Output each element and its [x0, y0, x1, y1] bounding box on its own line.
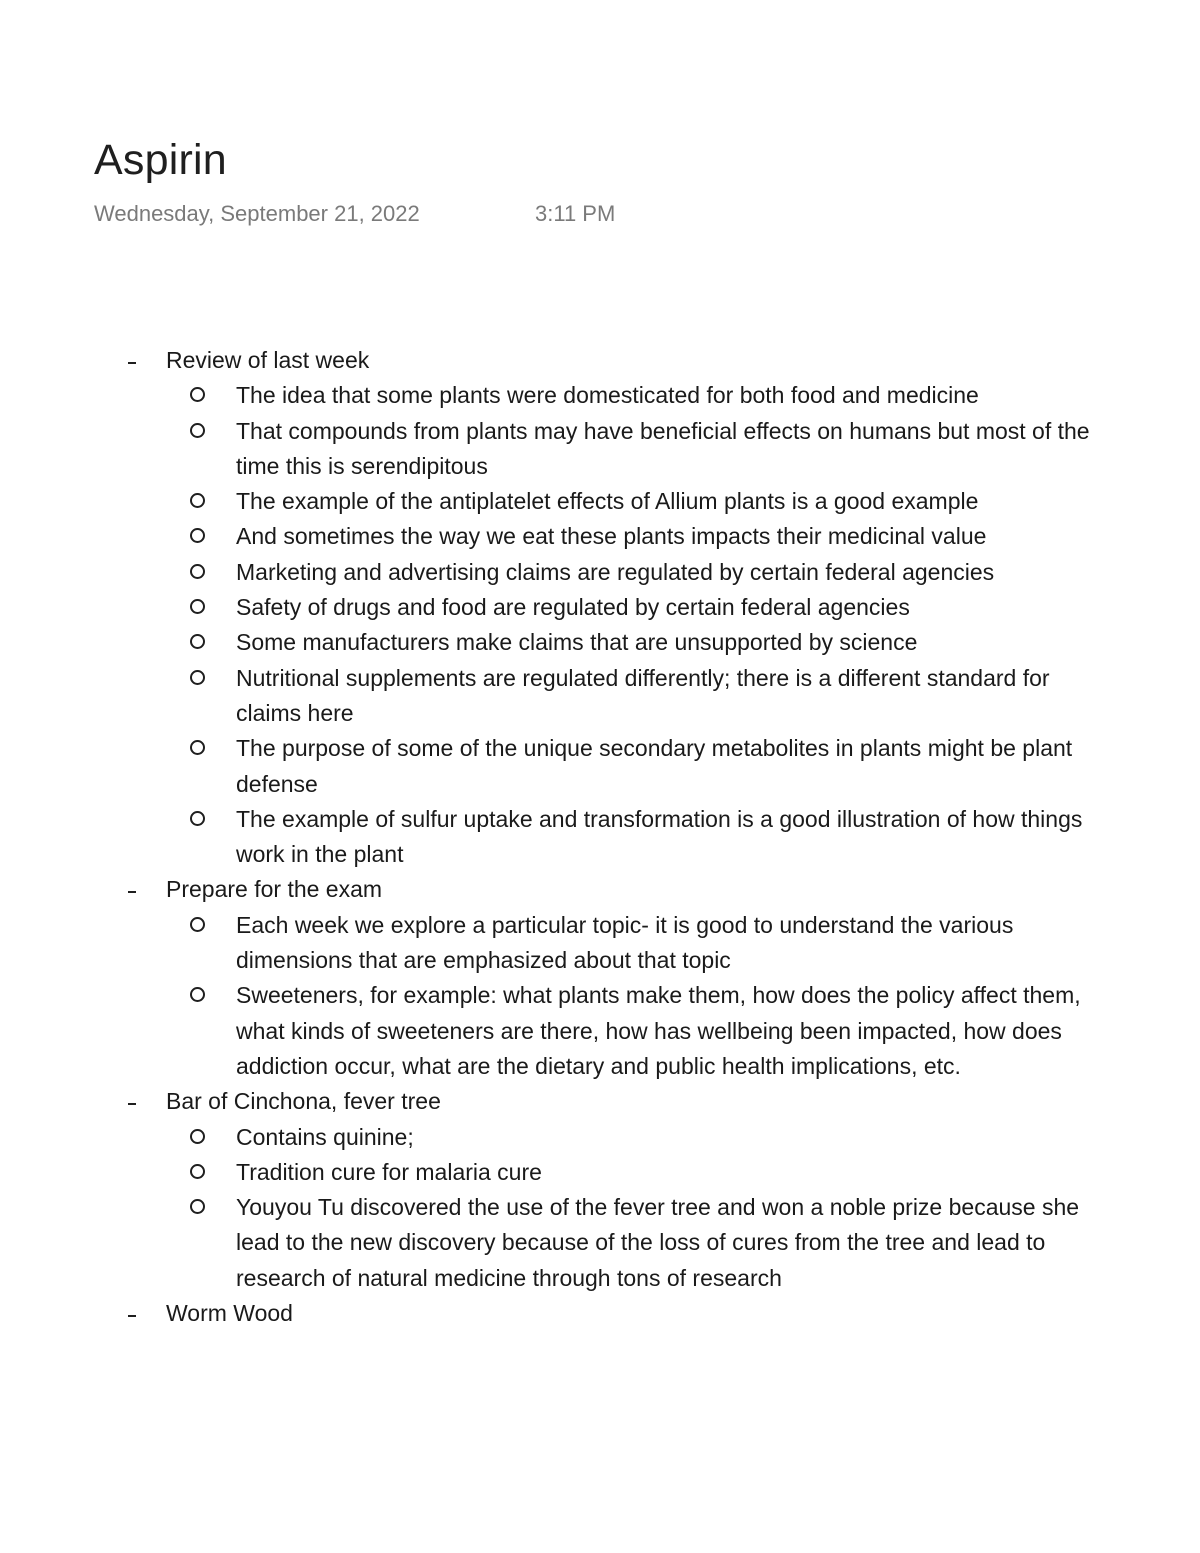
- sub-outline-item: [0, 731, 1104, 802]
- sub-outline-item: [0, 414, 1104, 485]
- outline-item: [0, 343, 1200, 872]
- circle-bullet-icon: [190, 1129, 205, 1144]
- dash-bullet-icon: [128, 1103, 136, 1105]
- outline-item-text: Bar of Cinchona, fever tree: [166, 1088, 441, 1115]
- circle-bullet-icon: [190, 599, 205, 614]
- page-title: Aspirin: [94, 136, 227, 184]
- sub-outline-item-text: Marketing and advertising claims are regulated by certain federal agencies: [236, 558, 995, 585]
- sub-outline-item: [0, 908, 1104, 979]
- sub-outline-item: [0, 590, 1104, 625]
- outline-item-text: Review of last week: [166, 347, 370, 373]
- sub-outline-item: [0, 1190, 1104, 1296]
- dash-bullet-icon: [128, 362, 136, 364]
- sub-outline-item: [0, 378, 1104, 413]
- sub-outline-item-text: And sometimes the way we eat these plants impacts their medicinal value: [236, 523, 987, 550]
- sub-outline-item: [0, 661, 1104, 732]
- sub-outline-item-text: Nutritional supplements are regulated differently; there is a different standard for claims here: [236, 664, 1050, 726]
- notes-outline: [0, 343, 1200, 1331]
- sub-outline-item-text: Sweeteners, for example: what plants make them, how does the policy affect them, what kinds of sweeteners are there, how has wellbeing been impacted, how does addiction occur, what are the dietary and public health implications, etc.: [236, 982, 1081, 1079]
- circle-bullet-icon: [190, 1164, 205, 1179]
- sub-outline-item: [0, 519, 1104, 554]
- sub-outline-item-text: The purpose of some of the unique secondary metabolites in plants might be plant defense: [236, 735, 1073, 797]
- outline-item: [0, 1296, 1200, 1331]
- sub-outline-item-text: Contains quinine;: [236, 1123, 414, 1150]
- dash-bullet-icon: [128, 891, 136, 893]
- outline-item: [0, 872, 1200, 1084]
- outline-item: [0, 1084, 1200, 1296]
- circle-bullet-icon: [190, 634, 205, 649]
- circle-bullet-icon: [190, 493, 205, 508]
- circle-bullet-icon: [190, 740, 205, 755]
- sub-outline-item: [0, 484, 1104, 519]
- sub-outline-item: [0, 1155, 1104, 1190]
- sub-outline-item-text: Tradition cure for malaria cure: [236, 1158, 542, 1185]
- circle-bullet-icon: [190, 1199, 205, 1214]
- sub-outline-item: [0, 978, 1104, 1084]
- page-time: 3:11 PM: [535, 201, 616, 226]
- sub-outline-item: [0, 1120, 1104, 1155]
- outline-item-text: Worm Wood: [166, 1300, 293, 1327]
- sub-outline-item-text: Each week we explore a particular topic- it is good to understand the various dimensions that are emphasized about that topic: [236, 911, 1014, 974]
- sub-outline-item-text: Youyou Tu discovered the use of the fever tree and won a noble prize because she lead to the new discovery because of the loss of cures from the tree and lead to research of natural medicine through tons of research: [236, 1194, 1080, 1291]
- sub-outline-item-text: That compounds from plants may have beneficial effects on humans but most of the time this is serendipitous: [236, 417, 1090, 479]
- sub-outline-item: [0, 555, 1104, 590]
- sub-outline-item-text: The example of sulfur uptake and transformation is a good illustration of how things work in the plant: [236, 805, 1083, 868]
- sub-outline-item-text: Some manufacturers make claims that are unsupported by science: [236, 629, 918, 656]
- circle-bullet-icon: [190, 811, 205, 826]
- circle-bullet-icon: [190, 423, 205, 438]
- sub-outline: [166, 908, 1200, 1084]
- circle-bullet-icon: [190, 387, 205, 402]
- circle-bullet-icon: [190, 670, 205, 685]
- sub-outline-item-text: Safety of drugs and food are regulated by certain federal agencies: [236, 594, 910, 621]
- sub-outline-item-text: The idea that some plants were domesticated for both food and medicine: [236, 382, 979, 409]
- circle-bullet-icon: [190, 917, 205, 932]
- page-metadata: [94, 200, 616, 228]
- outline-item-text: Prepare for the exam: [166, 876, 383, 903]
- dash-bullet-icon: [128, 1315, 136, 1317]
- sub-outline-item: [0, 625, 1104, 660]
- page-date: Wednesday, September 21, 2022: [94, 201, 420, 226]
- sub-outline: [166, 1120, 1200, 1296]
- sub-outline: [166, 378, 1200, 872]
- sub-outline-item: [0, 802, 1104, 873]
- sub-outline-item-text: The example of the antiplatelet effects of Allium plants is a good example: [236, 488, 979, 515]
- circle-bullet-icon: [190, 564, 205, 579]
- circle-bullet-icon: [190, 987, 205, 1002]
- circle-bullet-icon: [190, 528, 205, 543]
